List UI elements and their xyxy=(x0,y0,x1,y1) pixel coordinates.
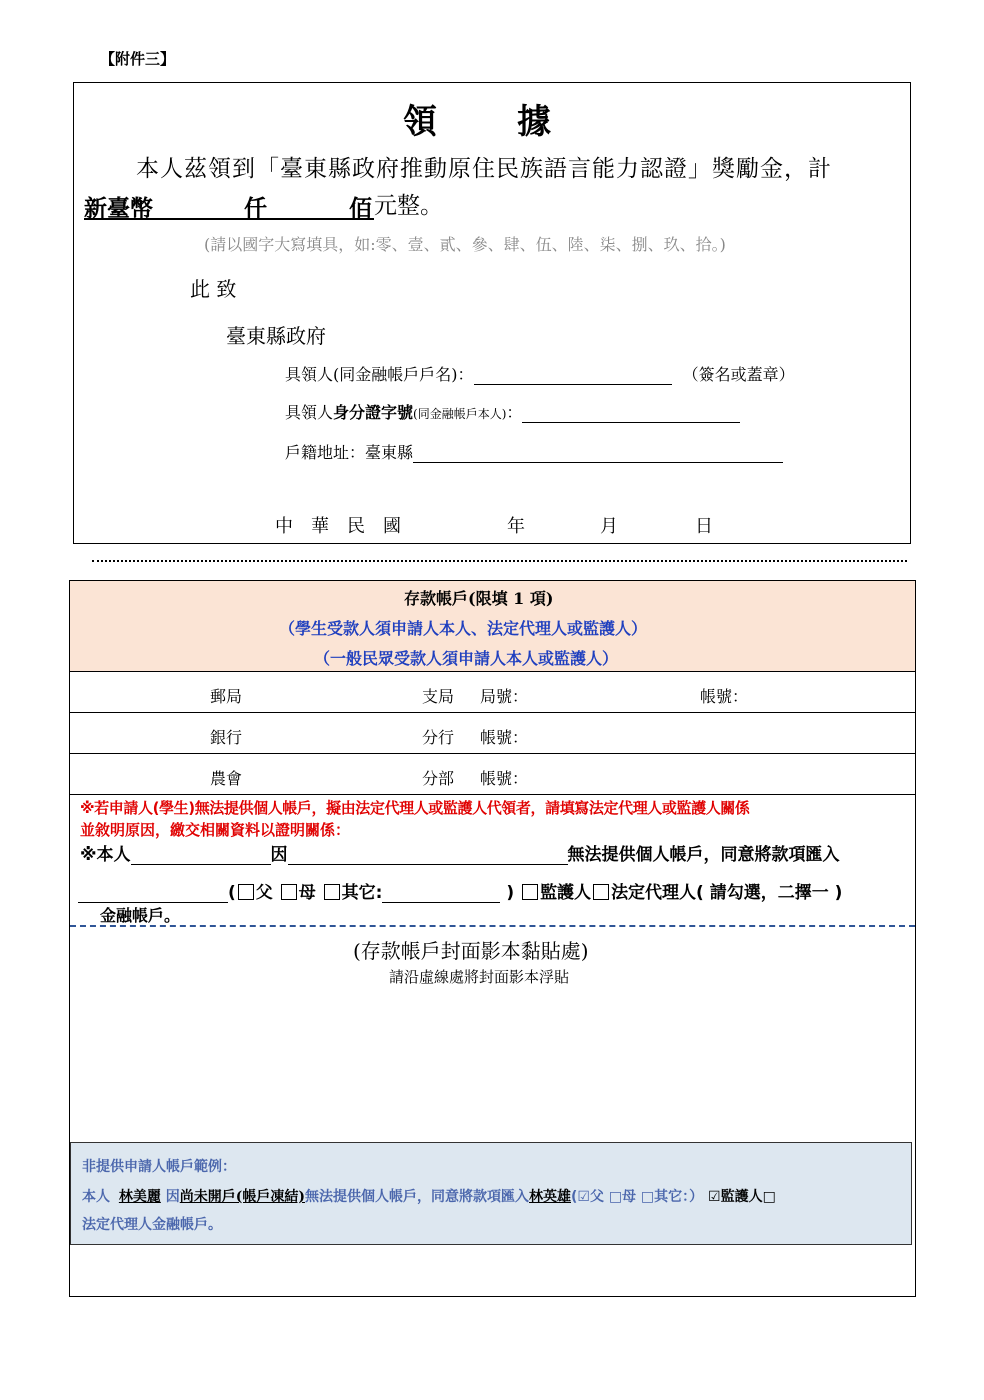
date-month: 月 xyxy=(600,516,618,537)
date-year: 年 xyxy=(507,516,525,537)
address-field[interactable] xyxy=(413,444,783,463)
proxy-line1-end: 無法提供個人帳戶，同意將款項匯入 xyxy=(567,845,840,865)
id-label: 身分證字號 xyxy=(333,403,414,422)
father-label: 父 xyxy=(255,883,273,903)
post-office-row[interactable] xyxy=(70,684,915,706)
id-note: (同金融帳戶本人) xyxy=(413,407,507,421)
id-colon: ： xyxy=(506,403,523,422)
claimant-name-field[interactable] xyxy=(474,366,672,385)
mother-label: 母 xyxy=(298,883,316,903)
paste-area-note: 請沿虛線處將封面影本浮貼 xyxy=(389,968,570,986)
date-row xyxy=(275,512,735,536)
proxy-because-label: 因 xyxy=(270,845,288,865)
bank-branch-label: 分行 xyxy=(422,728,455,747)
warning-text-2: 並敘明原因，繳交相關資料以證明關係： xyxy=(80,821,351,839)
divider xyxy=(70,671,915,672)
bank-label: 銀行 xyxy=(210,728,243,747)
father-checkbox[interactable] xyxy=(238,884,254,900)
post-account-label: 帳號： xyxy=(700,687,749,706)
example-guardian: ☑監護人□ xyxy=(708,1189,776,1205)
amount-note: (請以國字大寫填具，如:零、壹、貳、參、肆、伍、陸、柒、捌、玖、拾。) xyxy=(204,235,726,254)
post-office-label: 郵局 xyxy=(210,687,243,706)
divider xyxy=(70,712,915,713)
farmers-row[interactable] xyxy=(70,766,915,788)
farmers-branch-label: 分部 xyxy=(422,769,455,788)
office-number-label: 局號： xyxy=(480,687,529,706)
example-relation: (☑父 □母 □其它：） xyxy=(571,1189,704,1205)
paste-area-title: (存款帳戶封面影本黏貼處) xyxy=(353,939,589,963)
date-era: 中 華 民 國 xyxy=(275,516,401,537)
paste-cut-line xyxy=(70,925,915,927)
currency-label: 新臺幣 xyxy=(84,195,153,222)
cut-line xyxy=(92,560,907,562)
mother-checkbox[interactable] xyxy=(281,884,297,900)
guardian-checkbox[interactable] xyxy=(522,884,538,900)
example-line2-mid: 無法提供個人帳戶，同意將款項匯入 xyxy=(305,1189,529,1205)
sign-note: （簽名或蓋章） xyxy=(682,365,795,384)
amount-suffix: 元整。 xyxy=(374,193,443,219)
id-prefix: 具領人 xyxy=(285,403,334,422)
unit-thousand: 仟 xyxy=(244,195,267,222)
proxy-self-label: ※本人 xyxy=(80,845,131,865)
account-header-note2: （一般民眾受款人須申請人本人或監護人） xyxy=(314,649,619,668)
divider xyxy=(70,794,915,795)
proxy-line1 xyxy=(80,840,840,865)
address-row xyxy=(285,440,783,463)
id-number-field[interactable] xyxy=(522,404,740,423)
id-row xyxy=(285,400,740,423)
claimant-row xyxy=(285,362,795,385)
paren-open: ( xyxy=(228,883,236,903)
address-label: 戶籍地址：臺東縣 xyxy=(285,443,414,462)
legal-rep-label: 法定代理人( 請勾選，二擇一 ) xyxy=(611,883,843,903)
example-line3: 法定代理人金融帳戶。 xyxy=(82,1217,222,1233)
receipt-title: 領 據 xyxy=(403,102,555,142)
amount-line xyxy=(84,187,443,220)
reason-field[interactable] xyxy=(288,846,568,865)
example-name2: 林英雄 xyxy=(529,1189,571,1205)
bank-row[interactable] xyxy=(70,725,915,747)
applicant-name-field[interactable] xyxy=(131,846,271,865)
other-checkbox[interactable] xyxy=(324,884,340,900)
example-title: 非提供申請人帳戶範例： xyxy=(82,1159,236,1175)
example-line2 xyxy=(82,1186,776,1206)
example-because: 因 xyxy=(165,1189,180,1205)
guardian-label: 監護人 xyxy=(540,883,592,903)
attachment-label: 【附件三】 xyxy=(100,50,176,68)
example-reason: 尚未開戶(帳戶凍結) xyxy=(179,1189,305,1205)
paren-close: ) xyxy=(506,883,515,903)
claimant-label: 具領人(同金融帳戶戶名)： xyxy=(285,365,474,384)
account-header-title: 存款帳戶(限填 1 項) xyxy=(404,589,554,608)
account-header-note1: （學生受款人須申請人本人、法定代理人或監護人） xyxy=(279,619,648,638)
salutation: 此 致 xyxy=(190,277,237,301)
farmers-account-label: 帳號： xyxy=(480,769,529,788)
date-day: 日 xyxy=(695,516,713,537)
recipient: 臺東縣政府 xyxy=(226,324,326,348)
example-name1: 林美麗 xyxy=(118,1189,161,1205)
proxy-line2 xyxy=(78,878,842,903)
example-self: 本人 xyxy=(82,1189,110,1205)
other-label: 其它: xyxy=(341,883,383,903)
receipt-body-line1: 本人茲領到「臺東縣政府推動原住民族語言能力認證」獎勵金，計 xyxy=(136,156,832,182)
divider xyxy=(70,753,915,754)
other-relation-field[interactable] xyxy=(382,884,500,903)
bank-account-label: 帳號： xyxy=(480,728,529,747)
unit-hundred: 佰 xyxy=(349,195,372,222)
proxy-name-field[interactable] xyxy=(78,884,228,903)
warning-text: ※若申請人(學生)無法提供個人帳戶，擬由法定代理人或監護人代領者，請填寫法定代理人或監護人關係 xyxy=(80,799,750,817)
branch-label: 支局 xyxy=(422,687,455,706)
legal-rep-checkbox[interactable] xyxy=(593,884,609,900)
farmers-label: 農會 xyxy=(210,769,243,788)
proxy-line3: 金融帳戶。 xyxy=(100,906,181,925)
